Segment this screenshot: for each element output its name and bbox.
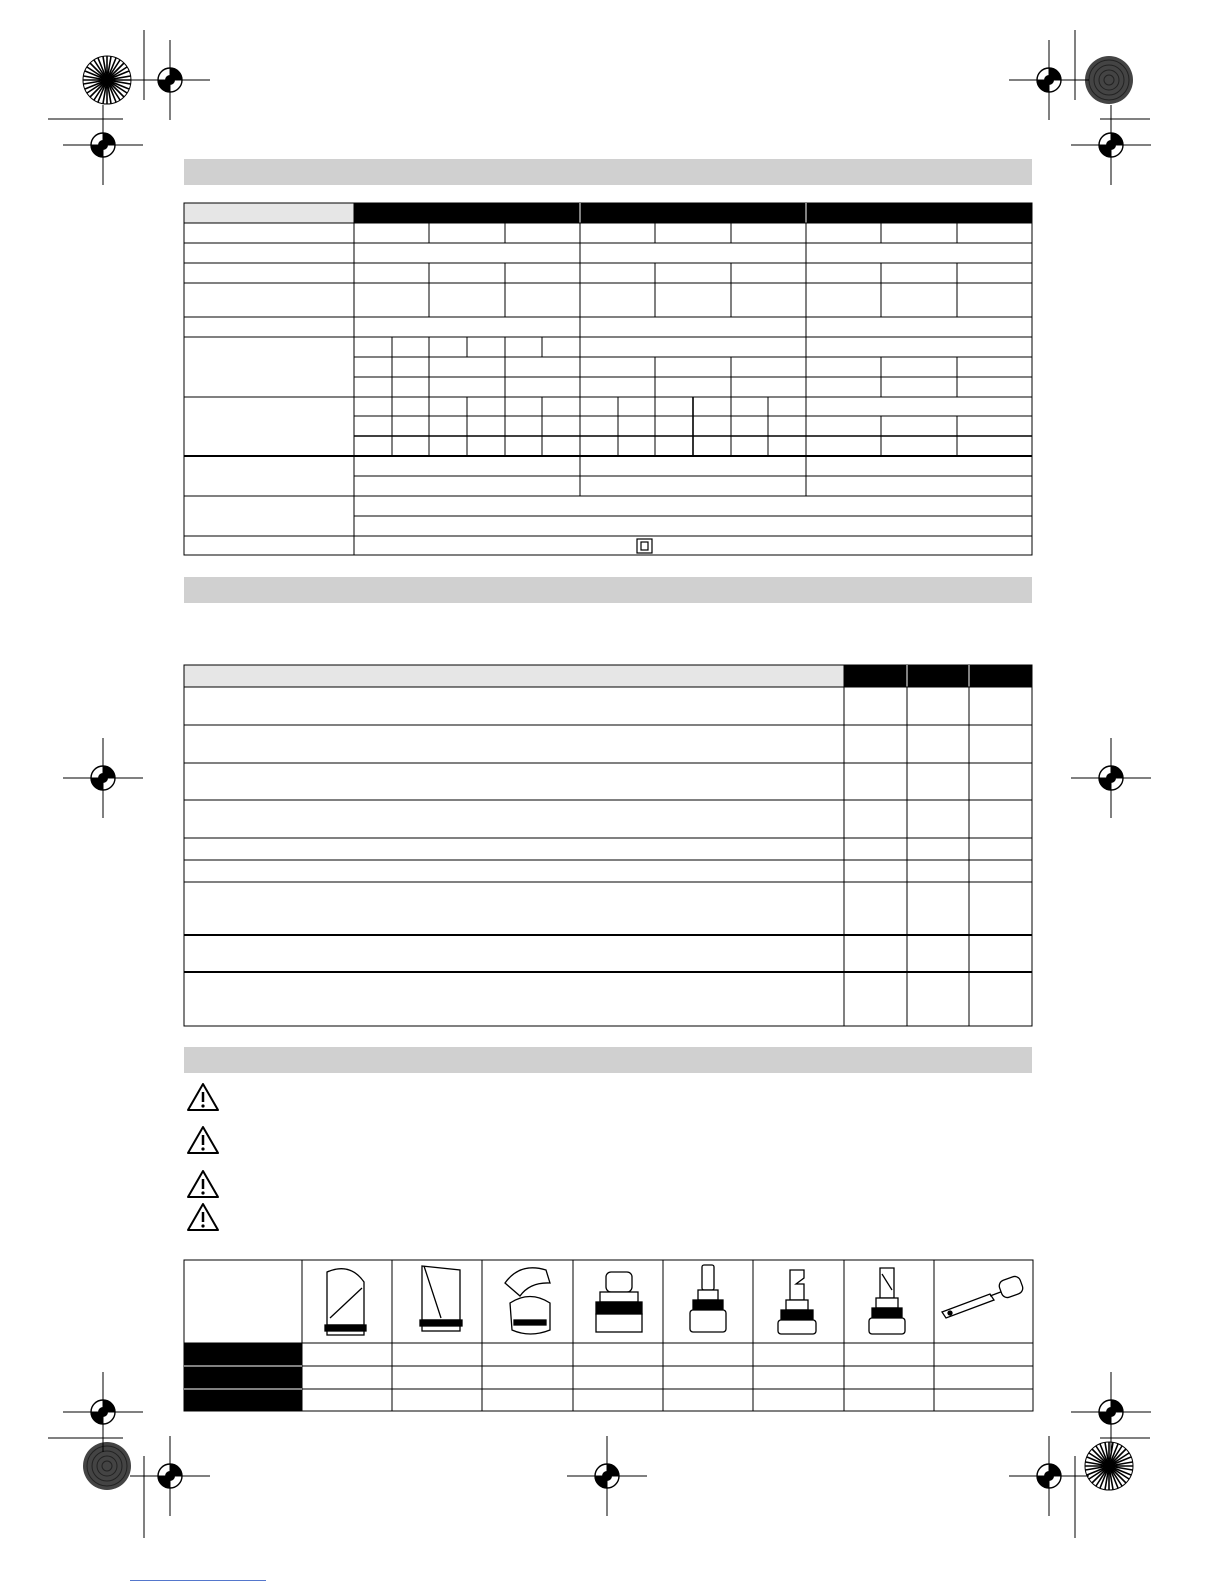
color-wheel-bottom-left [83,1442,131,1490]
wrap-around-nozzle-icon [505,1268,550,1334]
pressure-roller-icon [942,1275,1024,1318]
slot-nozzle-icon [869,1268,905,1334]
color-wheel-bottom-right [1085,1442,1133,1490]
reflector-nozzle-icon [325,1269,366,1335]
accessory-row-labels [184,1343,302,1411]
welding-nozzle-icon [690,1265,726,1332]
cutting-nozzle-icon [778,1270,816,1334]
surface-nozzle-icon [420,1266,462,1331]
hyperlink-underline[interactable] [130,1580,266,1581]
reduction-nozzle-icon [596,1272,642,1332]
